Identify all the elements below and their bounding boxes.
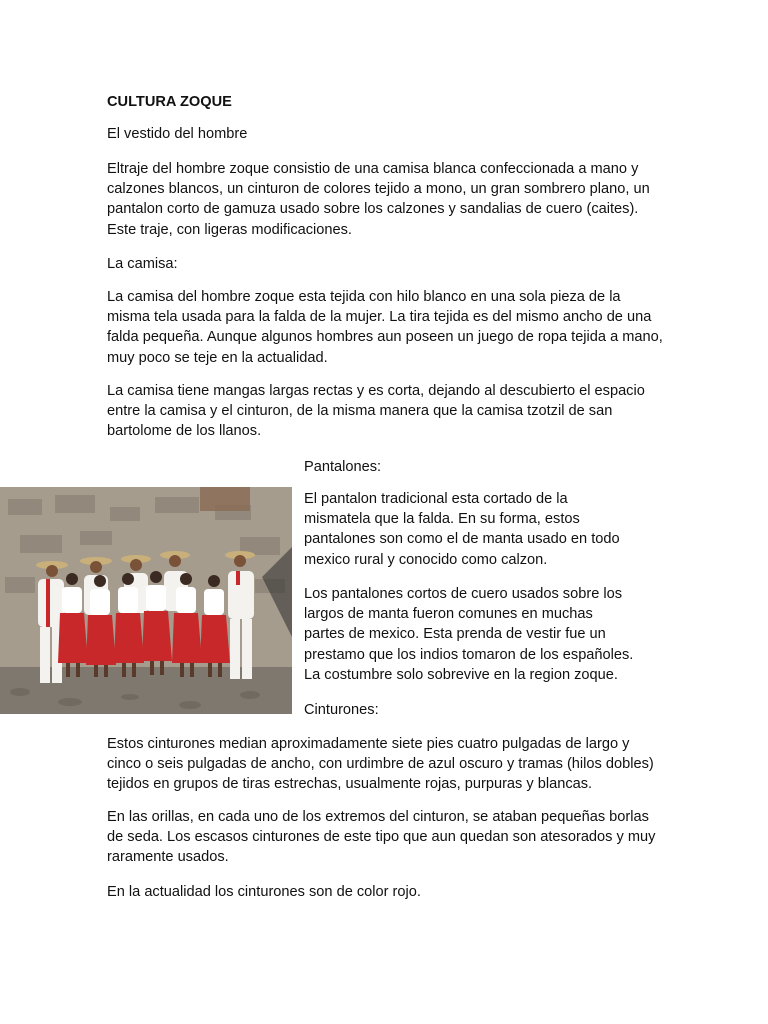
paragraph-camisa-1: La camisa del hombre zoque esta tejida con hilo blanco en una sola pieza de la misma tela usada para la falda de la mujer. La tira tejida es del mismo ancho de una falda pequeña. Aunque algunos hombres aun poseen un juego de ropa tejida a mano, muy poco se teje en la actualidad. [107,289,663,366]
heading-pantalones: Pantalones: [304,459,382,475]
group-photo-illustration [0,487,292,714]
paragraph-camisa-2: La camisa tiene mangas largas rectas y es corta, dejando al descubierto el espacio entre la camisa y el cinturon, de la misma manera que la camisa tzotzil de san bartolome de los llanos. [107,383,645,440]
paragraph-cinturones-2: En las orillas, en cada uno de los extremos del cinturon, se ataban pequeñas borlas de seda. Los escasos cinturones de este tipo que aun quedan son atesorados y muy raramente usados. [107,809,656,866]
paragraph-cinturones-1: Estos cinturones median aproximadamente siete pies cuatro pulgadas de largo y cinco o seis pulgadas de ancho, con urdimbre de azul oscuro y tramas (hilos dobles) tejidos en grupos de tiras estrechas, usualmente rojas, purpuras y blancas. [107,736,654,793]
paragraph-pantalones-2: Los pantalones cortos de cuero usados sobre los largos de manta fueron comunes en muchas partes de mexico. Esta prenda de vestir fue un prestamo que los indios tomaron de los españoles. La costumbre solo sobrevive en la region zoque. [304,586,634,683]
section-subtitle: El vestido del hombre [107,126,248,142]
paragraph-cinturones-3: En la actualidad los cinturones son de color rojo. [107,884,421,900]
group-photo [0,487,292,714]
heading-camisa: La camisa: [107,256,178,272]
paragraph-traje: Eltraje del hombre zoque consistio de una camisa blanca confeccionada a mano y calzones blancos, un cinturon de colores tejido a mono, un gran sombrero plano, un pantalon corto de gamuza usado sobre los calzones y sandalias de cuero (caites). Este traje, con ligeras modificaciones. [107,161,650,238]
paragraph-pantalones-1: El pantalon tradicional esta cortado de la mismatela que la falda. En su forma, estos pantalones son como el de manta usado en todo mexico rural y conocido como calzon. [304,491,620,568]
heading-cinturones: Cinturones: [304,702,379,718]
document-title: CULTURA ZOQUE [107,94,232,110]
